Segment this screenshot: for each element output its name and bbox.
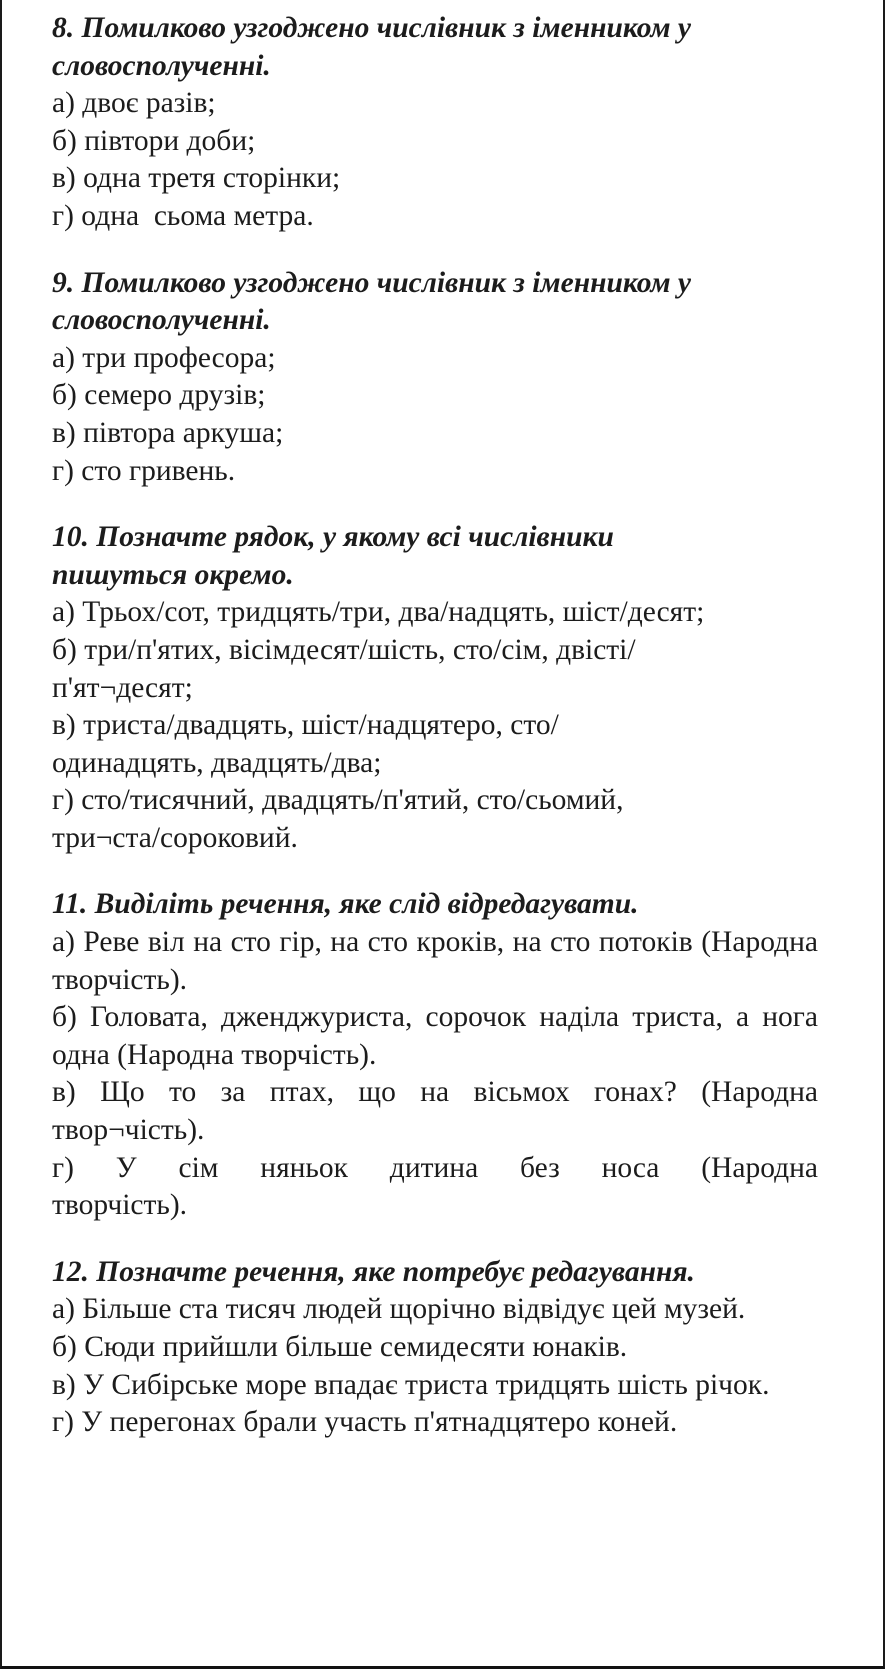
answer-option-c: в) одна третя сторінки; xyxy=(52,162,341,195)
answer-option-a: а) двоє разів; xyxy=(52,87,216,120)
answer-option-c: в) У Сибірське море впадає триста тридцять шість річок. xyxy=(52,1368,770,1401)
answer-option-d: г) сто гривень. xyxy=(52,454,236,487)
answer-option-b: б) півтори доби; xyxy=(52,124,256,157)
answer-option-b: б) Сюди прийшли більше семидесяти юнаків. xyxy=(52,1331,628,1363)
question-title: 8. Помилково узгоджено числівник з іменником у словосполученні. xyxy=(52,12,692,82)
question-title: 10. Позначте рядок, у якому всі числівники пишуться окремо. xyxy=(52,521,614,591)
answer-option-c: в) Що то за птах, що на вісьмох гонах? (Народна твор¬чість). xyxy=(52,1076,818,1147)
answer-option-a: а) Трьох/сот, тридцять/три, два/надцять, шіст/десят; xyxy=(52,596,705,629)
question-title: 9. Помилково узгоджено числівник з іменником у словосполученні. xyxy=(52,266,692,337)
answer-option-b: б) Головата, дженджуриста, сорочок наділа триста, а нога одна (Народна творчість). xyxy=(52,1001,818,1071)
question-8 xyxy=(52,10,818,236)
question-9 xyxy=(52,265,818,491)
question-title: 11. Виділіть речення, яке слід відредагувати. xyxy=(52,888,639,921)
question-11 xyxy=(52,886,818,1224)
answer-option-c: в) триста/двадцять, шіст/надцятеро, сто/ одинадцять, двадцять/два; xyxy=(52,709,559,779)
answer-option-b: б) три/п'ятих, вісімдесят/шість, сто/сім, двісті/ п'ят¬десят; xyxy=(52,633,636,704)
answer-option-d: г) У сім няньок дитина без носа (Народна творчість). xyxy=(52,1151,818,1222)
answer-option-b: б) семеро друзів; xyxy=(52,379,266,412)
answer-option-c: в) півтора аркуша; xyxy=(52,416,284,449)
answer-option-d: г) одна сьома метра. xyxy=(52,199,314,232)
answer-option-a: а) три професора; xyxy=(52,341,276,374)
question-10 xyxy=(52,519,818,857)
question-title: 12. Позначте речення, яке потребує редагування. xyxy=(52,1255,695,1288)
document-content xyxy=(52,10,818,1442)
answer-option-a: а) Більше ста тисяч людей щорічно відвідує цей музей. xyxy=(52,1293,746,1326)
question-12 xyxy=(52,1254,818,1442)
answer-option-d: г) У перегонах брали участь п'ятнадцятеро коней. xyxy=(52,1406,678,1439)
answer-option-d: г) сто/тисячний, двадцять/п'ятий, сто/сьомий, три¬ста/сороковий. xyxy=(52,784,624,854)
answer-option-a: а) Реве віл на сто гір, на сто кроків, на сто потоків (Народна творчість). xyxy=(52,926,818,996)
